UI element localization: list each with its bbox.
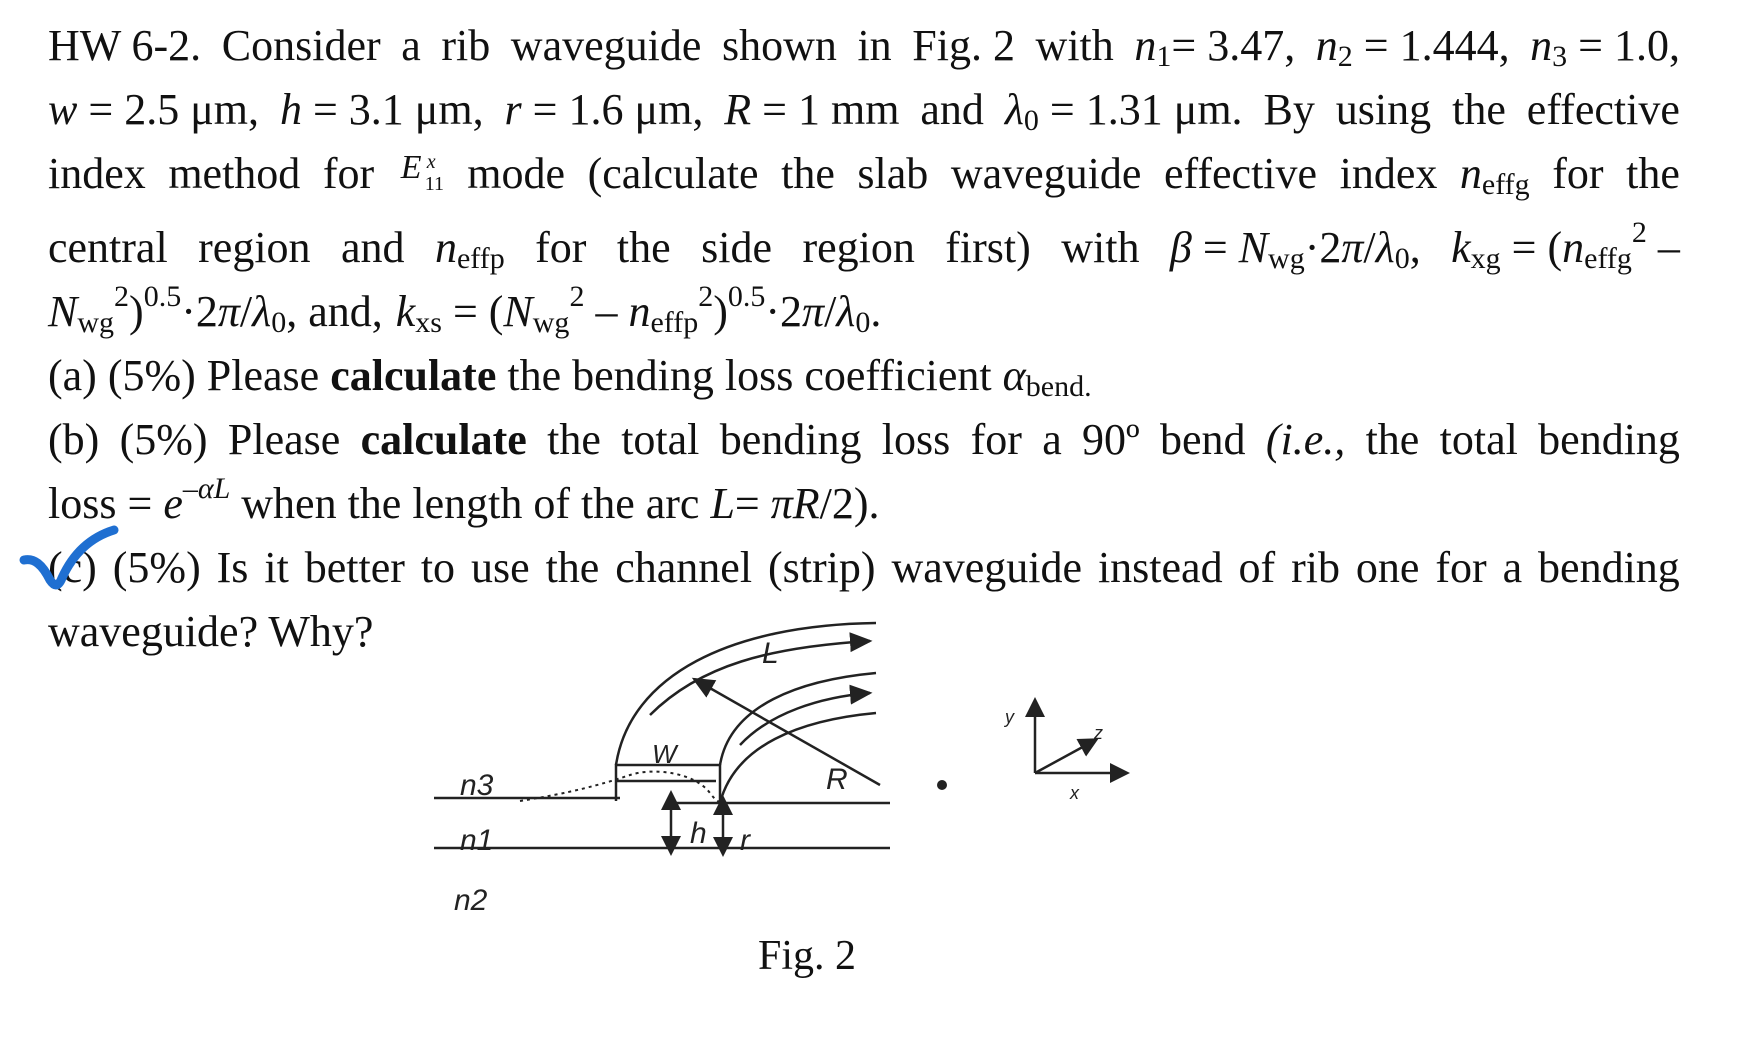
checkmark-icon xyxy=(20,528,120,608)
neffg-symbol: $n_{effg}$ xyxy=(1459,149,1530,201)
bend-center-dot xyxy=(937,780,947,790)
label-n1: n1 xyxy=(460,824,494,857)
neffp-symbol: $n_{effp}$ xyxy=(434,223,505,275)
label-h: h xyxy=(690,817,707,850)
beta-equation: $\beta = N_{wg}\cdot 2\pi/\lambda_0$, xyxy=(1169,223,1421,275)
bend-slab-curve xyxy=(720,713,876,803)
mode-symbol-e11x: E x 11 xyxy=(400,149,444,195)
fig-reference: Fig. 2 xyxy=(912,21,1015,70)
part-a: (a) (5%) Please calculate the bending loss coefficient $\alpha_{bend.}$ xyxy=(48,351,1092,403)
z-axis-arrow xyxy=(1035,743,1090,773)
kxs-equation: $k_{xs} = (N_{wg}^2 - n_{effp}^2)^{0.5}\cdot 2\pi/\lambda_0$. xyxy=(395,280,882,339)
n1-value: $n_1= 3.47$, xyxy=(1134,21,1296,73)
n2-value: $n_2 = 1.444$, xyxy=(1315,21,1510,73)
R-value: R = 1 mm xyxy=(724,85,900,134)
rib-cross-section xyxy=(616,765,720,803)
line-3: index method for E x 11 mode (calculate the slab waveguide effective index $n_{effg}$ for the xyxy=(48,142,1680,206)
label-n3: n3 xyxy=(460,769,494,802)
kxg-equation-end: $N_{wg}^2)^{0.5}\cdot 2\pi/\lambda_0$, and, xyxy=(48,280,383,339)
w-value: w = 2.5 μm, xyxy=(48,85,260,134)
axis-x-label: x xyxy=(1070,783,1079,803)
h-value: h = 3.1 μm, xyxy=(279,85,484,134)
line-1: HW 6-2. Consider a rib waveguide shown in Fig. 2 with $n_1= 3.47$, $n_2 = 1.444$, $n_3 = 1.0$, xyxy=(48,14,1680,78)
line-2: w = 2.5 μm, h = 3.1 μm, r = 1.6 μm, R = 1 mm and $\lambda_0 = 1.31$ μm. By using the effective xyxy=(48,78,1680,142)
problem-title: HW 6-2. xyxy=(48,21,202,70)
mode-profile xyxy=(520,772,725,805)
line-4: central region and $n_{effp}$ for the side region first) with $\beta = N_{wg}\cdot 2\pi/\lambda_0$, $k_{xg} = (n_{effg}^2$ – xyxy=(48,206,1680,280)
part-b-cont: loss = $e^{-\alpha L}$ when the length of the arc L= πR/2). xyxy=(48,472,880,528)
part-c-cont: waveguide? Why? xyxy=(48,607,374,656)
flow-arrow-bottom xyxy=(740,693,870,745)
label-L: L xyxy=(762,637,779,670)
label-r: r xyxy=(740,824,750,857)
part-b: (b) (5%) Please calculate the total bending loss for a 90º bend (i.e., the total bending xyxy=(48,415,1680,464)
line-5 xyxy=(48,280,1680,344)
label-R: R xyxy=(826,763,848,796)
rib-waveguide-figure xyxy=(454,595,1230,955)
n3-value: $n_3 = 1.0$, xyxy=(1530,21,1680,73)
axis-z-label: z xyxy=(1094,723,1103,743)
r-value: r = 1.6 μm, xyxy=(504,85,704,134)
figure-caption: Fig. 2 xyxy=(758,933,857,979)
kxg-equation: $k_{xg} = (n_{effg}^2$ – xyxy=(1451,216,1680,275)
bend-inner-curve xyxy=(720,673,876,765)
axis-y-label: y xyxy=(1005,707,1014,727)
problem-text xyxy=(48,14,1680,664)
lambda-value: $\lambda_0 = 1.31$ μm. xyxy=(1004,85,1243,137)
label-w: W xyxy=(652,739,677,769)
part-c: (c) (5%) Is it better to use the channel (strip) waveguide instead of rib one for a bending xyxy=(48,543,1680,592)
label-n2: n2 xyxy=(454,884,488,917)
